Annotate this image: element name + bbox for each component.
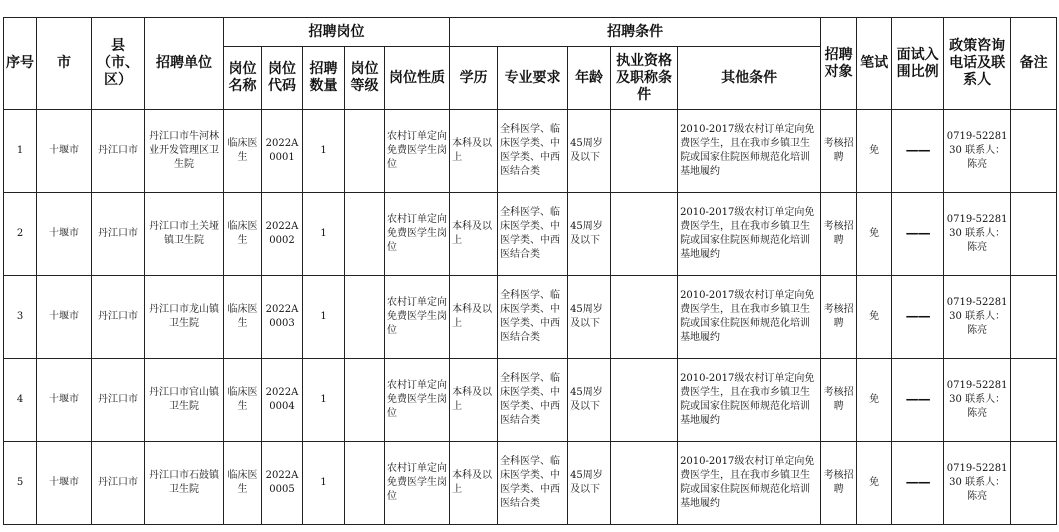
header-remark: 备注	[1011, 18, 1057, 110]
header-unit: 招聘单位	[145, 18, 224, 110]
header-written: 笔试	[857, 18, 892, 110]
row-post-name: 临床医生	[224, 442, 262, 525]
row-remark	[1011, 110, 1057, 193]
row-level	[345, 276, 385, 359]
row-written: 免	[857, 110, 892, 193]
row-post-code: 2022A0005	[262, 442, 303, 525]
header-city: 市	[37, 18, 92, 110]
row-contact: 0719-5228130 联系人：陈亮	[944, 193, 1011, 276]
header-post-level: 岗位等级	[345, 47, 385, 110]
row-count: 1	[303, 110, 345, 193]
row-level	[345, 193, 385, 276]
row-city: 十堰市	[37, 359, 92, 442]
row-city: 十堰市	[37, 442, 92, 525]
header-target: 招聘对象	[821, 18, 857, 110]
row-count: 1	[303, 359, 345, 442]
row-unit: 丹江口市土关垭镇卫生院	[145, 193, 224, 276]
header-group-post: 招聘岗位	[224, 18, 450, 47]
row-seq: 2	[4, 193, 37, 276]
row-post-code: 2022A0003	[262, 276, 303, 359]
row-post-code: 2022A0001	[262, 110, 303, 193]
row-target: 考核招聘	[821, 193, 857, 276]
row-nature: 农村订单定向免费医学生岗位	[385, 442, 450, 525]
header-county: 县（市、区）	[92, 18, 145, 110]
row-written: 免	[857, 193, 892, 276]
row-remark	[1011, 193, 1057, 276]
row-count: 1	[303, 276, 345, 359]
header-post-nature: 岗位性质	[385, 47, 450, 110]
row-major: 全科医学、临床医学类、中医学类、中西医结合类	[498, 110, 568, 193]
row-contact: 0719-5228130 联系人：陈亮	[944, 276, 1011, 359]
row-county: 丹江口市	[92, 359, 145, 442]
row-other: 2010-2017级农村订单定向免费医学生，且在我市乡镇卫生院或国家住院医师规范化培训基地履约	[678, 193, 821, 276]
row-qualification	[611, 110, 678, 193]
row-contact: 0719-5228130 联系人：陈亮	[944, 110, 1011, 193]
table-row	[4, 193, 1057, 276]
header-post-count: 招聘数量	[303, 47, 345, 110]
row-interview-ratio: ——	[892, 276, 944, 359]
table-row	[4, 110, 1057, 193]
row-city: 十堰市	[37, 276, 92, 359]
row-education: 本科及以上	[450, 276, 498, 359]
row-age: 45周岁及以下	[568, 110, 611, 193]
row-level	[345, 442, 385, 525]
row-seq: 1	[4, 110, 37, 193]
row-count: 1	[303, 193, 345, 276]
row-unit: 丹江口市牛河林业开发管理区卫生院	[145, 110, 224, 193]
row-age: 45周岁及以下	[568, 193, 611, 276]
header-post-name: 岗位名称	[224, 47, 262, 110]
header-education: 学历	[450, 47, 498, 110]
row-written: 免	[857, 276, 892, 359]
row-other: 2010-2017级农村订单定向免费医学生，且在我市乡镇卫生院或国家住院医师规范化培训基地履约	[678, 442, 821, 525]
row-level	[345, 359, 385, 442]
row-post-name: 临床医生	[224, 110, 262, 193]
row-level	[345, 110, 385, 193]
row-post-code: 2022A0004	[262, 359, 303, 442]
row-post-name: 临床医生	[224, 276, 262, 359]
row-age: 45周岁及以下	[568, 276, 611, 359]
header-other: 其他条件	[678, 47, 821, 110]
row-qualification	[611, 193, 678, 276]
row-target: 考核招聘	[821, 276, 857, 359]
row-nature: 农村订单定向免费医学生岗位	[385, 193, 450, 276]
header-contact: 政策咨询电话及联系人	[944, 18, 1011, 110]
row-post-name: 临床医生	[224, 193, 262, 276]
row-written: 免	[857, 359, 892, 442]
row-remark	[1011, 359, 1057, 442]
row-county: 丹江口市	[92, 110, 145, 193]
row-major: 全科医学、临床医学类、中医学类、中西医结合类	[498, 442, 568, 525]
row-education: 本科及以上	[450, 359, 498, 442]
row-other: 2010-2017级农村订单定向免费医学生，且在我市乡镇卫生院或国家住院医师规范化培训基地履约	[678, 110, 821, 193]
row-age: 45周岁及以下	[568, 359, 611, 442]
row-education: 本科及以上	[450, 110, 498, 193]
row-nature: 农村订单定向免费医学生岗位	[385, 110, 450, 193]
row-count: 1	[303, 442, 345, 525]
header-interview-ratio: 面试入围比例	[892, 18, 944, 110]
row-county: 丹江口市	[92, 442, 145, 525]
row-qualification	[611, 359, 678, 442]
row-education: 本科及以上	[450, 442, 498, 525]
header-age: 年龄	[568, 47, 611, 110]
header-group-conditions: 招聘条件	[450, 18, 821, 47]
row-contact: 0719-5228130 联系人：陈亮	[944, 359, 1011, 442]
row-unit: 丹江口市石鼓镇卫生院	[145, 442, 224, 525]
row-major: 全科医学、临床医学类、中医学类、中西医结合类	[498, 276, 568, 359]
row-city: 十堰市	[37, 193, 92, 276]
row-age: 45周岁及以下	[568, 442, 611, 525]
row-contact: 0719-5228130 联系人：陈亮	[944, 442, 1011, 525]
row-target: 考核招聘	[821, 359, 857, 442]
header-major: 专业要求	[498, 47, 568, 110]
row-city: 十堰市	[37, 110, 92, 193]
row-remark	[1011, 276, 1057, 359]
row-interview-ratio: ——	[892, 442, 944, 525]
row-other: 2010-2017级农村订单定向免费医学生，且在我市乡镇卫生院或国家住院医师规范化培训基地履约	[678, 276, 821, 359]
row-major: 全科医学、临床医学类、中医学类、中西医结合类	[498, 193, 568, 276]
row-unit: 丹江口市官山镇卫生院	[145, 359, 224, 442]
recruitment-table	[3, 17, 1057, 525]
row-nature: 农村订单定向免费医学生岗位	[385, 359, 450, 442]
row-education: 本科及以上	[450, 193, 498, 276]
table-row	[4, 276, 1057, 359]
row-other: 2010-2017级农村订单定向免费医学生，且在我市乡镇卫生院或国家住院医师规范化培训基地履约	[678, 359, 821, 442]
table-row	[4, 359, 1057, 442]
row-interview-ratio: ——	[892, 359, 944, 442]
row-county: 丹江口市	[92, 193, 145, 276]
header-post-code: 岗位代码	[262, 47, 303, 110]
row-qualification	[611, 276, 678, 359]
row-interview-ratio: ——	[892, 193, 944, 276]
row-major: 全科医学、临床医学类、中医学类、中西医结合类	[498, 359, 568, 442]
row-unit: 丹江口市龙山镇卫生院	[145, 276, 224, 359]
row-seq: 3	[4, 276, 37, 359]
row-remark	[1011, 442, 1057, 525]
row-seq: 5	[4, 442, 37, 525]
row-county: 丹江口市	[92, 276, 145, 359]
row-post-name: 临床医生	[224, 359, 262, 442]
table-row	[4, 442, 1057, 525]
row-qualification	[611, 442, 678, 525]
row-seq: 4	[4, 359, 37, 442]
row-target: 考核招聘	[821, 110, 857, 193]
row-nature: 农村订单定向免费医学生岗位	[385, 276, 450, 359]
row-post-code: 2022A0002	[262, 193, 303, 276]
header-qualification: 执业资格及职称条件	[611, 47, 678, 110]
row-interview-ratio: ——	[892, 110, 944, 193]
row-written: 免	[857, 442, 892, 525]
row-target: 考核招聘	[821, 442, 857, 525]
header-seq: 序号	[4, 18, 37, 110]
recruitment-table-container	[3, 17, 1057, 525]
